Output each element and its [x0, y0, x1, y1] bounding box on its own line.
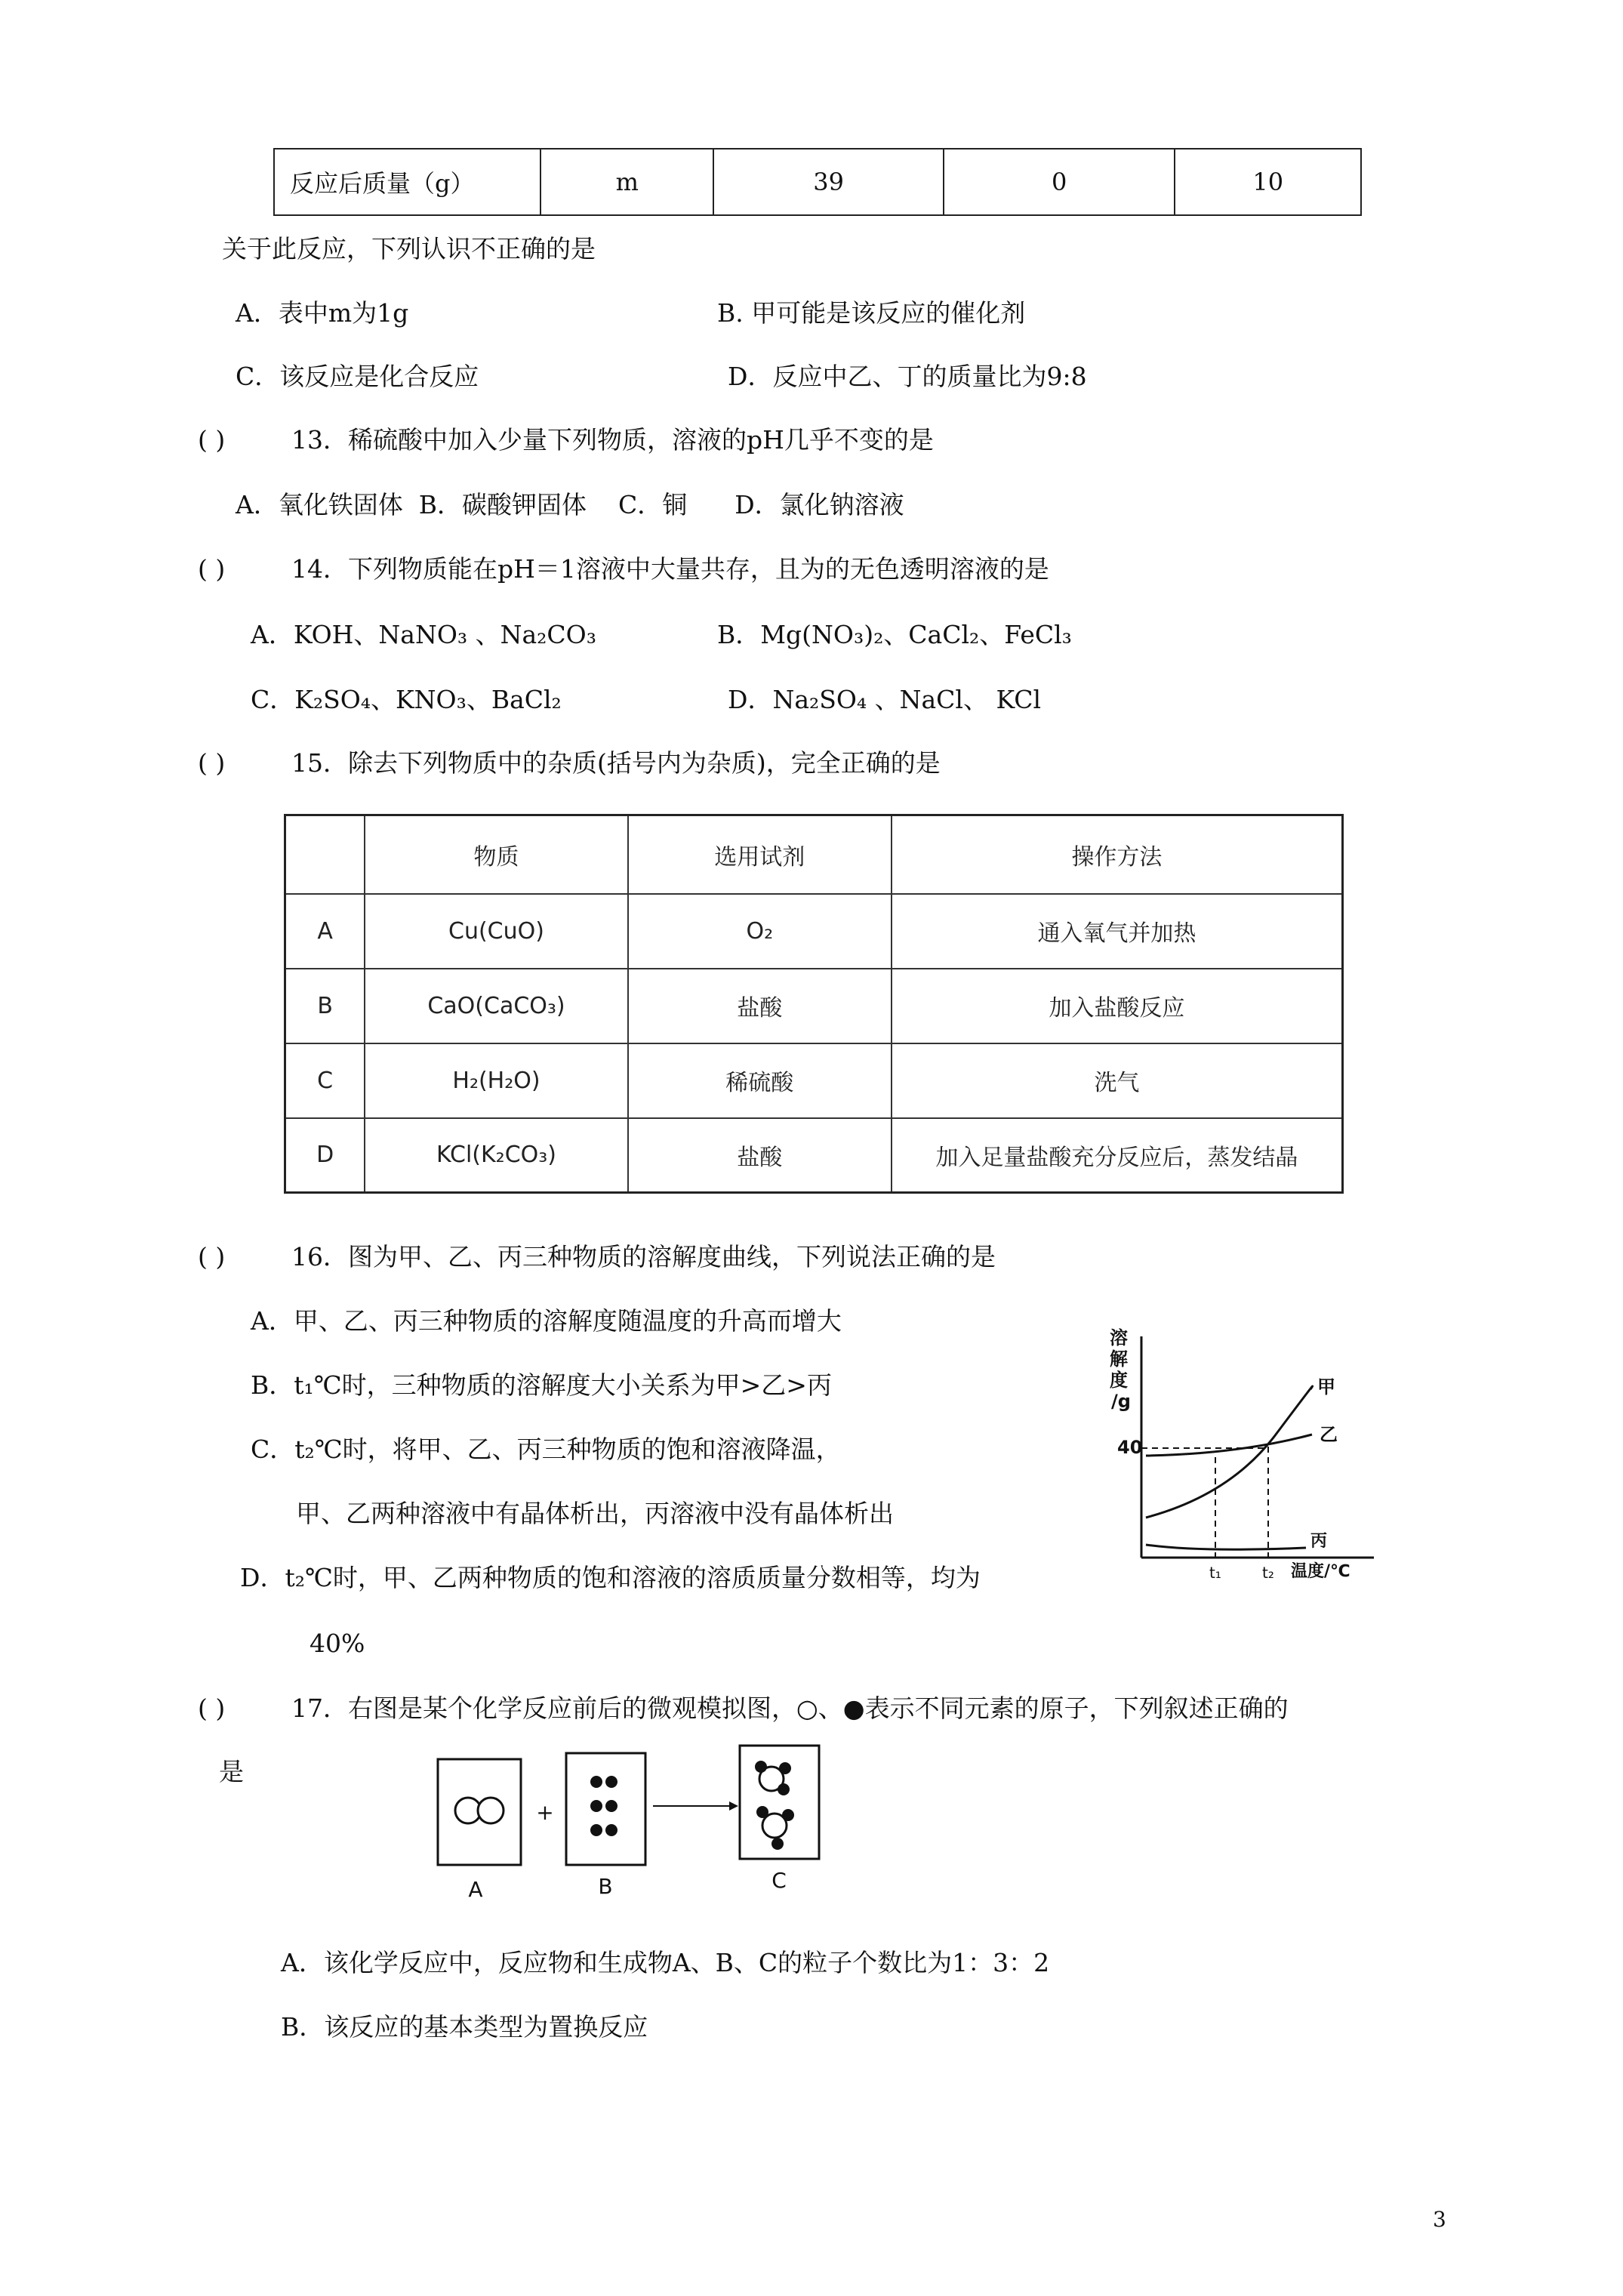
table-row	[285, 1043, 1343, 1118]
label-b: B	[598, 1874, 613, 1899]
q14-answer-blank: ( )	[198, 554, 226, 584]
label-a: A	[468, 1877, 483, 1902]
graph-ylabel-char: 溶	[1110, 1327, 1128, 1348]
q13-options: A．氧化铁固体 B．碳酸钾固体 C．铜 D．氯化钠溶液	[236, 490, 904, 519]
reaction-model-diagram	[430, 1737, 838, 1910]
q15-stem: 15．除去下列物质中的杂质(括号内为杂质)，完全正确的是	[291, 748, 941, 778]
table-row	[274, 149, 1361, 215]
table-cell: CaO(CaCO₃)	[365, 969, 627, 1043]
graph-ylabel-char: 解	[1110, 1348, 1128, 1370]
curve-yi-label: 乙	[1320, 1424, 1338, 1445]
table-row	[285, 1118, 1343, 1193]
graph-ylabel-char: 度	[1110, 1370, 1128, 1391]
q13-stem: 13．稀硫酸中加入少量下列物质，溶液的pH几乎不变的是	[291, 425, 934, 455]
q17-stem-line2: 是	[219, 1757, 244, 1786]
table-cell: m	[540, 149, 713, 215]
q16-option-a: A．甲、乙、丙三种物质的溶解度随温度的升高而增大	[251, 1306, 842, 1336]
table-cell: A	[285, 894, 365, 969]
curve-bing	[1146, 1545, 1306, 1549]
table-row	[285, 894, 1343, 969]
curve-jia-label: 甲	[1317, 1376, 1335, 1398]
table-cell: 稀硫酸	[628, 1043, 892, 1118]
q12-option-b: B. 甲可能是该反应的催化剂	[717, 298, 1026, 328]
black-atom-icon	[590, 1800, 602, 1812]
box-b	[566, 1753, 645, 1865]
table-cell: KCl(K₂CO₃)	[365, 1118, 627, 1193]
q16-answer-blank: ( )	[198, 1242, 226, 1271]
table-cell: 洗气	[892, 1043, 1343, 1118]
table-cell: 加入足量盐酸充分反应后，蒸发结晶	[892, 1118, 1343, 1193]
q14-option-b: B．Mg(NO₃)₂、CaCl₂、FeCl₃	[717, 620, 1072, 649]
table-row	[285, 969, 1343, 1043]
q12-option-d: D．反应中乙、丁的质量比为9:8	[728, 362, 1087, 391]
black-atom-icon	[605, 1776, 617, 1788]
table-header-cell: 物质	[365, 815, 627, 894]
table-header-cell: 选用试剂	[628, 815, 892, 894]
table-cell: 加入盐酸反应	[892, 969, 1343, 1043]
q17-stem-line1: 17．右图是某个化学反应前后的微观模拟图，○、●表示不同元素的原子，下列叙述正确的	[291, 1693, 1289, 1723]
table-cell: 盐酸	[628, 1118, 892, 1193]
graph-t2-label: t₂	[1262, 1564, 1274, 1582]
q14-stem: 14．下列物质能在pH＝1溶液中大量共存，且为的无色透明溶液的是	[291, 554, 1049, 584]
table-cell: Cu(CuO)	[365, 894, 627, 969]
table-cell: 39	[713, 149, 944, 215]
table-cell: 盐酸	[628, 969, 892, 1043]
table-cell: 10	[1175, 149, 1361, 215]
solubility-graph	[1087, 1321, 1389, 1593]
page-number: 3	[1433, 2207, 1446, 2232]
black-atom-icon	[605, 1824, 617, 1836]
plus-sign: +	[536, 1800, 554, 1825]
q16-option-c-line2: 甲、乙两种溶液中有晶体析出，丙溶液中没有晶体析出	[296, 1499, 894, 1528]
q12-option-a: A．表中m为1g	[236, 298, 409, 328]
black-atom-icon	[605, 1800, 617, 1812]
table-cell: B	[285, 969, 365, 1043]
arrow-head-icon	[729, 1801, 738, 1811]
table-cell: O₂	[628, 894, 892, 969]
q14-option-c: C．K₂SO₄、KNO₃、BaCl₂	[251, 685, 562, 714]
q16-option-d-line1: D．t₂℃时，甲、乙两种物质的饱和溶液的溶质质量分数相等，均为	[240, 1563, 981, 1592]
white-atom-icon	[478, 1798, 504, 1823]
purification-table	[284, 814, 1344, 1194]
reaction-mass-table	[273, 148, 1362, 216]
q16-option-b: B．t₁℃时，三种物质的溶解度大小关系为甲>乙>丙	[251, 1370, 832, 1400]
q14-option-a: A．KOH、NaNO₃ 、Na₂CO₃	[251, 620, 596, 649]
graph-t1-label: t₁	[1209, 1564, 1221, 1582]
black-atom-icon	[590, 1824, 602, 1836]
table-header-cell: 操作方法	[892, 815, 1343, 894]
q16-stem: 16．图为甲、乙、丙三种物质的溶解度曲线，下列说法正确的是	[291, 1242, 996, 1271]
graph-ylabel-char: /g	[1111, 1391, 1131, 1412]
q17-option-b: B．该反应的基本类型为置换反应	[281, 2012, 648, 2042]
table-header-row	[285, 815, 1343, 894]
curve-bing-label: 丙	[1310, 1532, 1328, 1551]
graph-x-label: 温度/℃	[1291, 1562, 1350, 1581]
table-header-cell	[285, 815, 365, 894]
q16-option-d-line2: 40%	[310, 1629, 365, 1658]
q12-option-c: C．该反应是化合反应	[236, 362, 479, 391]
black-atom-icon	[590, 1776, 602, 1788]
q17-option-a: A．该化学反应中，反应物和生成物A、B、C的粒子个数比为1：3：2	[281, 1948, 1050, 1977]
row-header-cell: 反应后质量（g）	[274, 149, 540, 215]
table-cell: C	[285, 1043, 365, 1118]
table-cell: 0	[944, 149, 1175, 215]
q14-option-d: D．Na₂SO₄ 、NaCl、 KCl	[728, 685, 1042, 714]
table-cell: H₂(H₂O)	[365, 1043, 627, 1118]
q13-answer-blank: ( )	[198, 425, 226, 455]
curve-jia	[1146, 1386, 1313, 1518]
table-cell: 通入氧气并加热	[892, 894, 1343, 969]
q16-option-c-line1: C．t₂℃时，将甲、乙、丙三种物质的饱和溶液降温，	[251, 1435, 841, 1464]
label-c: C	[771, 1868, 787, 1893]
q12-stem: 关于此反应，下列认识不正确的是	[222, 234, 596, 264]
curve-yi	[1146, 1435, 1312, 1456]
graph-y-value-40: 40	[1117, 1437, 1143, 1458]
q15-answer-blank: ( )	[198, 748, 226, 778]
table-cell: D	[285, 1118, 365, 1193]
q17-answer-blank: ( )	[198, 1693, 226, 1723]
